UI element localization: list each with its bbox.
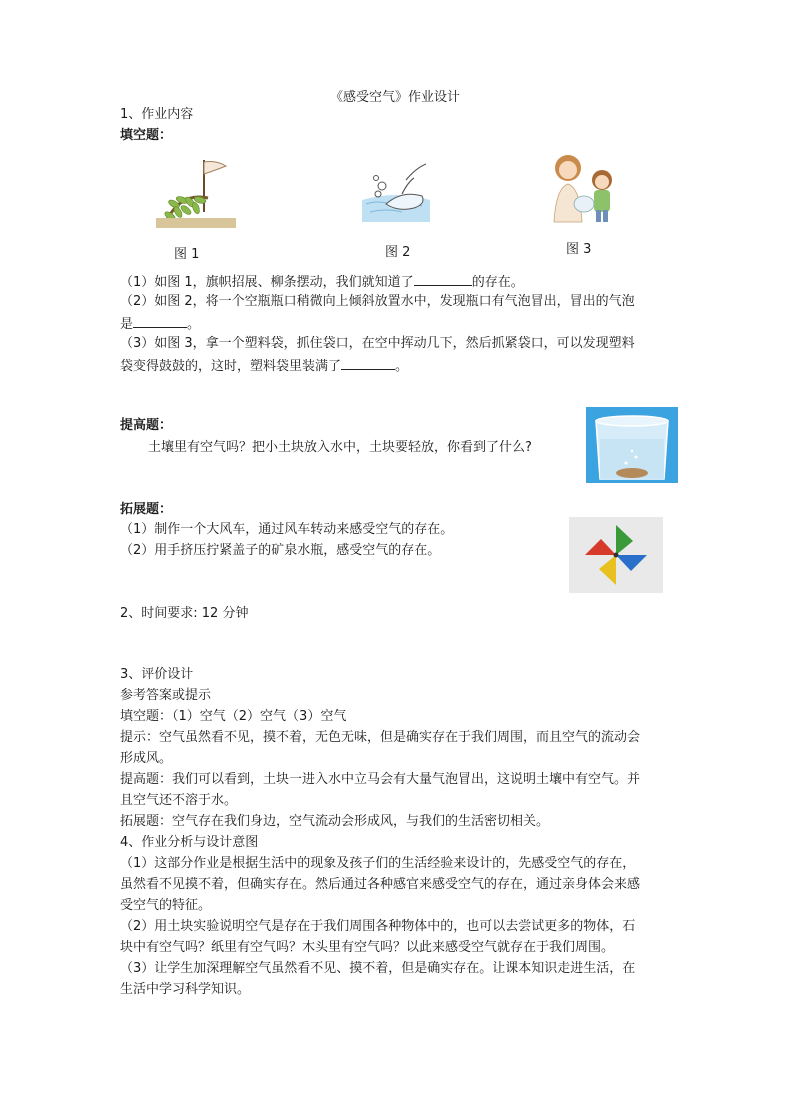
analysis-1-line-3: 受空气的特征。 [120, 898, 212, 913]
analysis-1-line-2: 虽然看不见摸不着，但确实存在。然后通过各种感官来感受空气的存在，通过亲身体会来感 [120, 877, 641, 892]
analysis-3-line-2: 生活中学习科学知识。 [120, 982, 251, 997]
question-2-text: 是 [120, 317, 134, 332]
answer-blank-1[interactable] [414, 273, 472, 286]
pinwheel-photo [569, 517, 663, 593]
plastic-bag-illustration [546, 150, 622, 226]
section1-heading: 1、作业内容 [120, 107, 194, 122]
figure-2-caption: 图 2 [385, 245, 411, 260]
section2-heading: 2、时间要求: 12 分钟 [120, 606, 249, 621]
answer-blank-2[interactable] [133, 315, 187, 328]
hint-line-2: 形成风。 [120, 751, 173, 766]
question-1-text: （1）如图 1，旗帜招展、柳条摆动，我们就知道了 [120, 275, 414, 290]
question-3-text: 袋变得鼓鼓的，这时，塑料袋里装满了 [120, 359, 342, 374]
extend-item-1: （1）制作一个大风车，通过风车转动来感受空气的存在。 [120, 522, 454, 537]
analysis-3-line-1: （3）让学生加深理解空气虽然看不见、摸不着，但是确实存在。让课本知识走进生活，在 [120, 961, 636, 976]
improve-question: 土壤里有空气吗？把小土块放入水中，土块要轻放，你看到了什么? [148, 440, 532, 455]
question-2-line-1: （2）如图 2，将一个空瓶瓶口稍微向上倾斜放置水中，发现瓶口有气泡冒出，冒出的气泡 [120, 294, 635, 309]
analysis-2-line-1: （2）用土块实验说明空气是存在于我们周围各种物体中的，也可以去尝试更多的物体，石 [120, 919, 636, 934]
section4-heading: 4、作业分析与设计意图 [120, 835, 259, 850]
flag-willow-illustration [156, 152, 236, 228]
hint-line-1: 提示：空气虽然看不见，摸不着，无色无味，但是确实存在于我们周围，而且空气的流动会 [120, 730, 641, 745]
question-3-line-1: （3）如图 3，拿一个塑料袋，抓住袋口，在空中挥动几下，然后抓紧袋口，可以发现塑料 [120, 336, 635, 351]
section3-sub: 参考答案或提示 [120, 688, 212, 703]
question-3-tail: 。 [395, 359, 409, 374]
page-title: 《感受空气》作业设计 [330, 90, 461, 105]
extend-answer-line: 拓展题：空气存在我们身边，空气流动会形成风，与我们的生活密切相关。 [120, 814, 550, 829]
figure-3-caption: 图 3 [566, 242, 592, 257]
fill-heading: 填空题： [120, 128, 173, 143]
question-3-line-2 [120, 357, 408, 375]
improve-answer-line-1: 提高题：我们可以看到，土块一进入水中立马会有大量气泡冒出，这说明土壤中有空气。并 [120, 772, 641, 787]
question-1 [120, 273, 524, 291]
question-2-line-2 [120, 315, 200, 333]
soil-in-water-photo [586, 407, 678, 483]
section3-heading: 3、评价设计 [120, 667, 194, 682]
improve-heading: 提高题： [120, 418, 173, 433]
analysis-2-line-2: 块中有空气吗？纸里有空气吗？木头里有空气吗？以此来感受空气就存在于我们周围。 [120, 940, 615, 955]
bottle-in-water-illustration [356, 160, 436, 224]
question-2-tail: 。 [187, 317, 201, 332]
improve-answer-line-2: 且空气还不溶于水。 [120, 793, 238, 808]
figure-1-caption: 图 1 [174, 247, 200, 262]
extend-heading: 拓展题： [120, 502, 173, 517]
analysis-1-line-1: （1）这部分作业是根据生活中的现象及孩子们的生活经验来设计的，先感受空气的存在， [120, 856, 636, 871]
answers-line: 填空题：（1）空气（2）空气（3）空气 [120, 709, 347, 724]
question-1-tail: 的存在。 [471, 275, 524, 290]
extend-item-2: （2）用手挤压拧紧盖子的矿泉水瓶，感受空气的存在。 [120, 543, 441, 558]
answer-blank-3[interactable] [341, 357, 395, 370]
